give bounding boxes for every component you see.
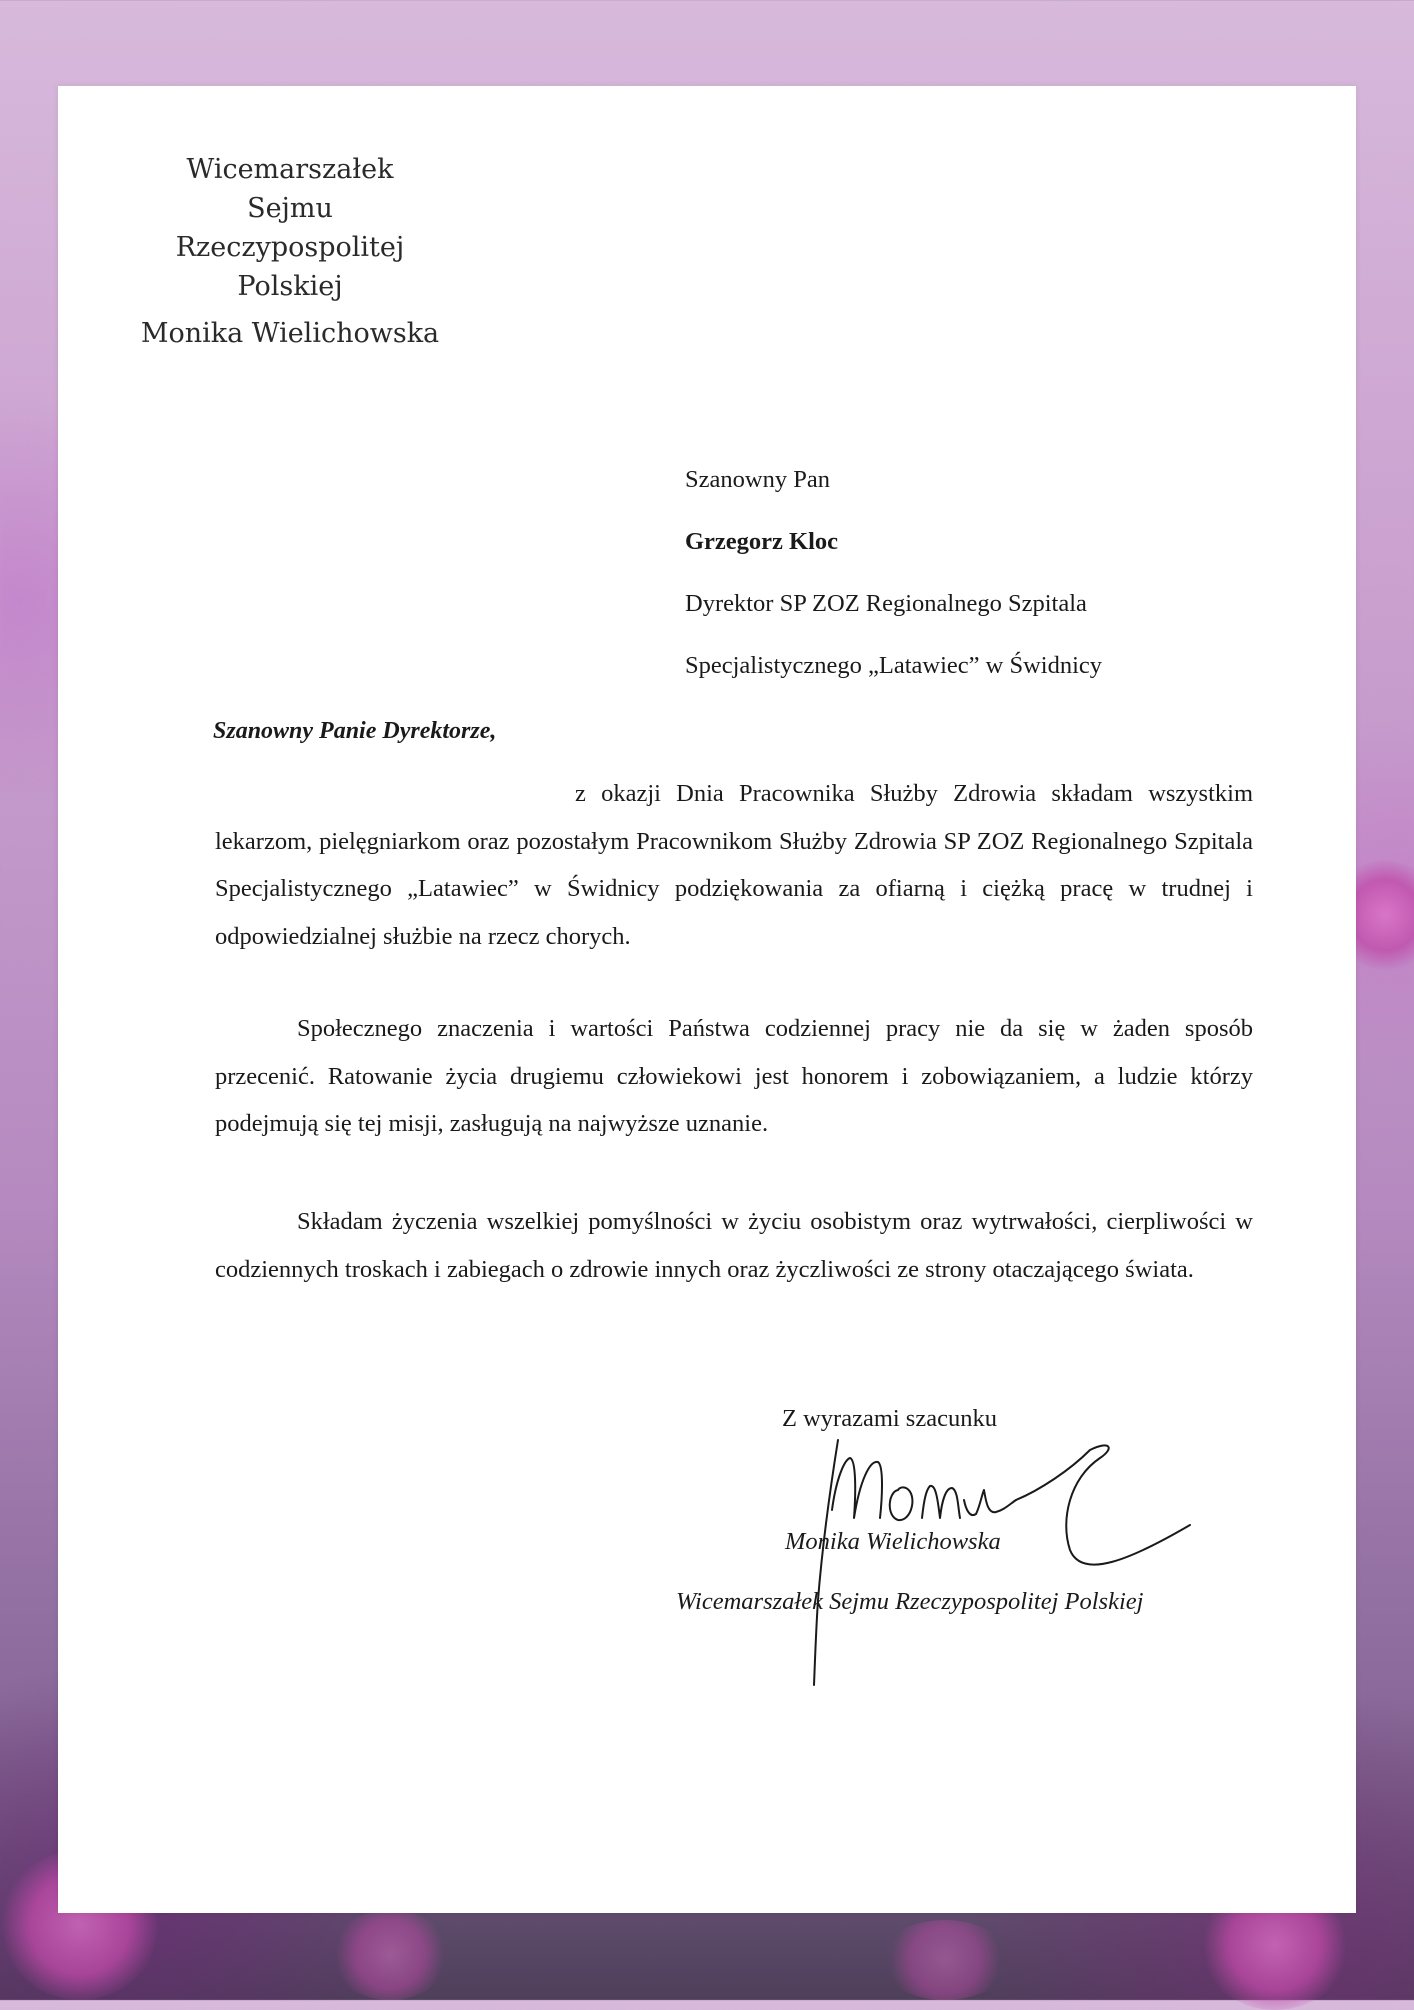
handwritten-signature: [770, 1430, 1210, 1690]
recipient-block: [685, 460, 1102, 708]
letterhead-country: Rzeczypospolitej Polskiej: [175, 232, 405, 302]
recipient-greeting: Szanowny Pan: [685, 466, 830, 493]
closing-phrase: Z wyrazami szacunku: [782, 1405, 997, 1432]
signatory-name: Monika Wielichowska: [785, 1528, 1001, 1555]
recipient-name: Grzegorz Kloc: [685, 528, 839, 555]
paragraph-2: Społecznego znaczenia i wartości Państwa codziennej pracy nie da się w żaden sposób przecenić. Ratowanie życia drugiemu człowiekowi jest honorem i zobowiązaniem, a ludzie którzy podejmują się tej misji, zasługują na najwyższe uznanie.: [215, 1015, 1253, 1137]
background-flower: [330, 1910, 450, 2000]
recipient-institution: Specjalistycznego „Latawiec” w Świdnicy: [685, 652, 1103, 679]
letterhead: [140, 150, 440, 353]
signatory-title: Wicemarszałek Sejmu Rzeczypospolitej Polskiej: [676, 1588, 1144, 1615]
letterhead-name: Monika Wielichowska: [140, 318, 440, 349]
background-flower: [880, 1920, 1010, 2000]
paragraph-1: z okazji Dnia Pracownika Służby Zdrowia składam wszystkim lekarzom, pielęgniarkom oraz pozostałym Pracownikom Służby Zdrowia SP ZOZ Regionalnego Szpitala Specjalistycznego „Latawiec” w Świdnicy podziękowania za ofiarną i ciężką pracę w trudnej i odpowiedzialnej służbie na rzecz chorych.: [215, 780, 1253, 950]
paragraph-3: Składam życzenia wszelkiej pomyślności w życiu osobistym oraz wytrwałości, cierpliwości w codziennych troskach i zabiegach o zdrowie innych oraz życzliwości ze strony otaczającego świata.: [215, 1208, 1253, 1283]
recipient-position: Dyrektor SP ZOZ Regionalnego Szpitala: [685, 590, 1087, 617]
letterhead-office: Wicemarszałek Sejmu: [186, 154, 394, 224]
salutation: Szanowny Panie Dyrektorze,: [213, 718, 497, 744]
